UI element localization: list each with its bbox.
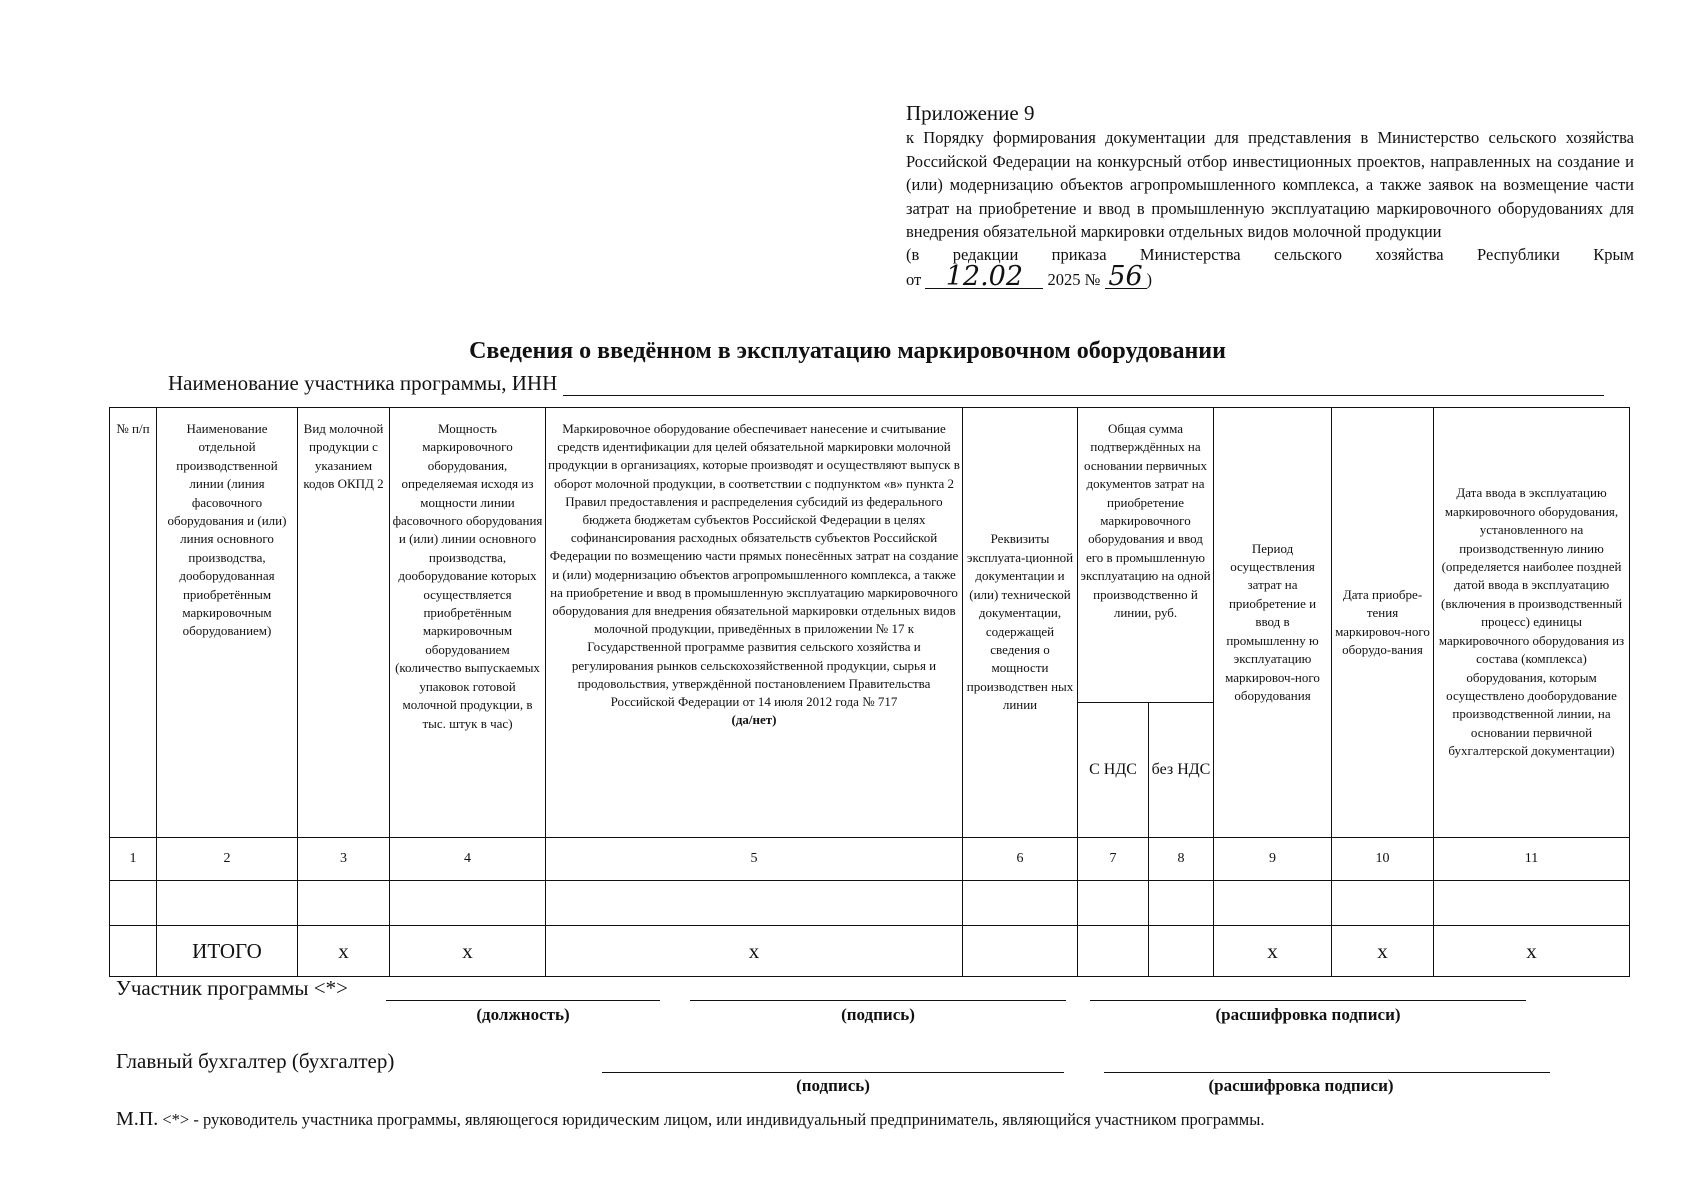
decode-line[interactable] xyxy=(1090,1000,1526,1001)
handwritten-date: 12.02 xyxy=(925,266,1043,289)
header-c5-answer: (да/нет) xyxy=(731,712,777,728)
table-cell xyxy=(110,926,157,977)
table-cell[interactable] xyxy=(390,881,546,926)
total-c4: х xyxy=(390,926,546,977)
table-cell[interactable] xyxy=(157,881,298,926)
col-number: 1 xyxy=(110,838,157,881)
total-c10: х xyxy=(1332,926,1434,977)
stamp-place: М.П. xyxy=(116,1108,159,1130)
appendix-block xyxy=(906,100,1634,292)
table-cell[interactable] xyxy=(1078,926,1149,977)
col-number: 8 xyxy=(1149,838,1214,881)
handwritten-number: 56 xyxy=(1105,266,1147,289)
position-caption: (должность) xyxy=(476,1005,570,1024)
header-c4: Мощность маркировочного оборудования, определяемая исходя из мощности линии фасовочного оборудования и (или) линии основного производства, дооборудование которых осуществляется приобретённым маркировочным оборудованием (количество выпускаемых упаковок готовой молочной продукции, в тыс. штук в час) xyxy=(390,408,546,838)
total-c5: х xyxy=(546,926,963,977)
header-c7-8: Общая сумма подтверждённых на основании первичных документов затрат на приобретение маркировочного оборудования и ввод его в промышленную эксплуатацию на одной производственно й линии, руб. xyxy=(1078,408,1214,703)
edition-close: ) xyxy=(1146,269,1152,289)
table-cell[interactable] xyxy=(110,881,157,926)
footnote-text: <*> - руководитель участника программы, являющегося юридическим лицом, или индивидуальный предприниматель, являющийся участником программы. xyxy=(158,1110,1265,1129)
total-c3: х xyxy=(298,926,390,977)
signature-line[interactable] xyxy=(690,1000,1066,1001)
table-cell[interactable] xyxy=(298,881,390,926)
accountant-decode-caption: (расшифровка подписи) xyxy=(1208,1076,1394,1095)
header-c5 xyxy=(546,408,963,838)
participant-signature-label: Участник программы <*> xyxy=(116,976,348,1000)
table-cell[interactable] xyxy=(546,881,963,926)
equipment-table xyxy=(109,407,1630,977)
table-cell[interactable] xyxy=(1332,881,1434,926)
participant-label: Наименование участника программы, ИНН xyxy=(168,371,558,395)
total-c9: х xyxy=(1214,926,1332,977)
participant-input-line[interactable] xyxy=(563,375,1604,396)
col-number: 4 xyxy=(390,838,546,881)
header-c7: С НДС xyxy=(1078,703,1149,838)
header-c9: Период осуществления затрат на приобретение и ввод в промышленну ю эксплуатацию маркировоч-ного оборудования xyxy=(1214,408,1332,838)
header-c10: Дата приобре-тения маркировоч-ного оборудо-вания xyxy=(1332,408,1434,838)
header-c5-text: Маркировочное оборудование обеспечивает нанесение и считывание средств идентификации для целей обязательной маркировки молочной продукции в организациях, которые производят и осуществляют выпуск в оборот молочной продукции, в соответствии с подпунктом «в» пункта 2 Правил предоставления и распределения субсидий из федерального бюджета бюджетам субъектов Российской Федерации в целях софинансирования расходных обязательств субъектов Российской Федерации по возмещению части прямых понесённых затрат на создание и (или) модернизацию объектов агропромышленного комплекса, а также на приобретение и ввод в промышленную эксплуатацию маркировочного оборудования для внедрения обязательной маркировки отдельных видов молочной продукции, приведённых в приложении № 17 к Государственной программе развития сельского хозяйства и регулирования рынков сельскохозяйственной продукции, сырья и продовольствия, утверждённой постановлением Правительства Российской Федерации от 14 июля 2012 года № 717 xyxy=(548,421,960,710)
footnote xyxy=(116,1108,1656,1131)
table-cell[interactable] xyxy=(963,926,1078,977)
document-title: Сведения о введённом в эксплуатацию маркировочном оборудовании xyxy=(469,338,1226,364)
accountant-label: Главный бухгалтер (бухгалтер) xyxy=(116,1049,395,1073)
position-line[interactable] xyxy=(386,1000,660,1001)
signature-caption: (подпись) xyxy=(841,1005,915,1024)
table-cell[interactable] xyxy=(1434,881,1630,926)
edition-year: 2025 № xyxy=(1047,269,1101,289)
participant-line xyxy=(168,370,1604,396)
header-c8: без НДС xyxy=(1149,703,1214,838)
column-numbers-row xyxy=(110,838,1630,881)
accountant-signature-line[interactable] xyxy=(602,1072,1064,1073)
col-number: 2 xyxy=(157,838,298,881)
accountant-signature-caption: (подпись) xyxy=(796,1076,870,1095)
col-number: 6 xyxy=(963,838,1078,881)
table-cell[interactable] xyxy=(1149,881,1214,926)
col-number: 7 xyxy=(1078,838,1149,881)
table-cell[interactable] xyxy=(1214,881,1332,926)
col-number: 11 xyxy=(1434,838,1630,881)
header-c1: № п/п xyxy=(110,408,157,838)
header-c3: Вид молочной продукции с указанием кодов ОКПД 2 xyxy=(298,408,390,838)
edition-line: (в редакции приказа Министерства сельского хозяйства Республики Крым xyxy=(906,244,1634,264)
total-c11: х xyxy=(1434,926,1630,977)
col-number: 10 xyxy=(1332,838,1434,881)
col-number: 5 xyxy=(546,838,963,881)
header-c11: Дата ввода в эксплуатацию маркировочного оборудования, установленного на производственную линию (определяется наиболее поздней датой ввода в эксплуатацию (включения в производственный процесс) единицы маркировочного оборудования из состава (комплекса) оборудования, которым осуществлено дооборудование производственной линии, на основании первичной бухгалтерской документации) xyxy=(1434,408,1630,838)
table-cell[interactable] xyxy=(1078,881,1149,926)
decode-caption: (расшифровка подписи) xyxy=(1215,1005,1401,1024)
header-c2: Наименование отдельной производственной линии (линия фасовочного оборудования и (или) линия основного производства, дооборудованная приобретённым маркировочным оборудованием) xyxy=(157,408,298,838)
total-row xyxy=(110,926,1630,977)
appendix-title: Приложение 9 xyxy=(906,101,1035,125)
appendix-text: к Порядку формирования документации для представления в Министерство сельского хозяйства Российской Федерации на конкурсный отбор инвестиционных проектов, направленных на создание и (или) модернизацию объектов агропромышленного комплекса, а также заявок на возмещение части затрат на приобретение и ввод в промышленную эксплуатацию маркировочного оборудованиях для внедрения обязательной маркировки отдельных видов молочной продукции xyxy=(906,128,1634,241)
edition-date-line xyxy=(906,260,1634,292)
table-cell[interactable] xyxy=(963,881,1078,926)
col-number: 3 xyxy=(298,838,390,881)
table-row xyxy=(110,881,1630,926)
accountant-decode-line[interactable] xyxy=(1104,1072,1550,1073)
header-c6: Реквизиты эксплуата-ционной документации и (или) технической документации, содержащей сведения о мощности производствен ных линии xyxy=(963,408,1078,838)
table-cell[interactable] xyxy=(1149,926,1214,977)
header-row xyxy=(110,408,1630,703)
total-label: ИТОГО xyxy=(157,926,298,977)
edition-from: от xyxy=(906,269,922,289)
col-number: 9 xyxy=(1214,838,1332,881)
